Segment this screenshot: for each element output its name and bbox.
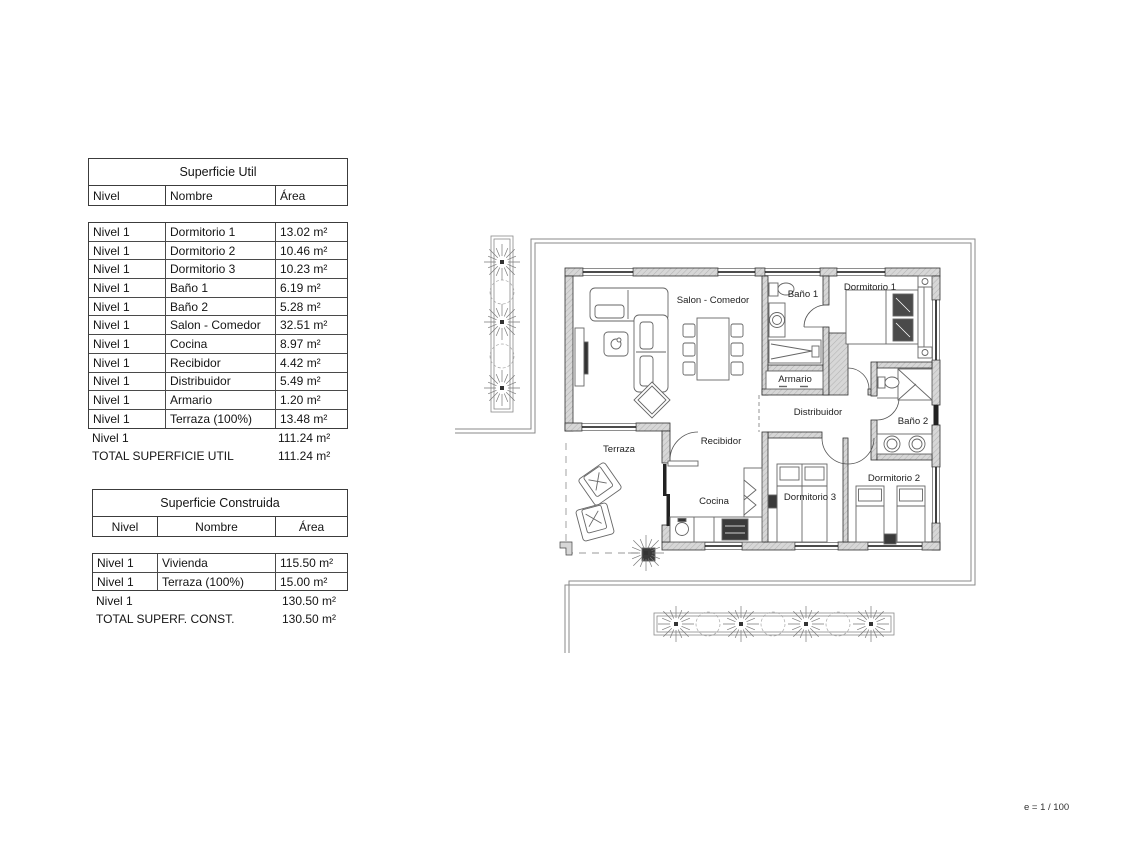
table-title: Superficie Util: [89, 159, 347, 186]
scale-note: e = 1 / 100: [1024, 802, 1070, 813]
table-cell: 1.20 m²: [275, 391, 347, 409]
terrace-plant-icon: [628, 535, 664, 571]
table-title: Superficie Construida: [93, 490, 347, 517]
table-cell: 13.02 m²: [275, 223, 347, 241]
table-cell: Nivel 1: [93, 224, 130, 239]
table-cell: 10.46 m²: [275, 242, 347, 260]
sofa: [590, 288, 668, 392]
hedge-bottom: [654, 606, 894, 642]
column-header: Nivel: [111, 519, 139, 534]
table-cell: 5.28 m²: [275, 298, 347, 316]
column-header: Área: [275, 517, 347, 536]
dining-table: [683, 318, 743, 380]
coffee-table: [604, 332, 628, 356]
subtotal-value: 111.24 m²: [278, 431, 331, 446]
table-cell: Nivel 1: [97, 555, 134, 570]
table-cell: Baño 1: [165, 279, 275, 297]
table-cell: Nivel 1: [93, 262, 130, 277]
table-cell: 10.23 m²: [275, 260, 347, 278]
column-header: Nivel: [93, 188, 120, 203]
armchair: [578, 462, 623, 507]
plant-icon: [853, 606, 889, 642]
table-cell: Nivel 1: [93, 393, 130, 408]
table-cell: Terraza (100%): [165, 410, 275, 428]
table-cell: Nivel 1: [93, 243, 130, 258]
sliding-glass-door: [663, 464, 670, 526]
room-label-recibidor: Recibidor: [700, 436, 742, 447]
column-header: Área: [275, 186, 347, 205]
table-cell: Dormitorio 1: [165, 223, 275, 241]
room-label-distribuidor: Distribuidor: [793, 407, 843, 418]
plant-icon: [484, 304, 520, 340]
table-cell: 5.49 m²: [275, 373, 347, 391]
table-cell: Nivel 1: [93, 336, 130, 351]
table-cell: Dormitorio 3: [165, 260, 275, 278]
room-label-dormitorio-1: Dormitorio 1: [843, 282, 897, 293]
table-cell: 4.42 m²: [275, 354, 347, 372]
hedge-left: [484, 236, 520, 412]
room-label-ba-o-2: Baño 2: [897, 416, 929, 427]
total-label: TOTAL SUPERF. CONST.: [96, 611, 235, 626]
room-label-dormitorio-3: Dormitorio 3: [783, 492, 837, 503]
table-cell: Nivel 1: [93, 318, 130, 333]
bathroom2-fixtures: [877, 369, 932, 454]
table-cell: Nivel 1: [93, 355, 130, 370]
table-cell: Nivel 1: [93, 299, 130, 314]
table-cell: Cocina: [165, 335, 275, 353]
table-cell: Recibidor: [165, 354, 275, 372]
table-cell: Nivel 1: [93, 280, 130, 295]
subtotal-label: Nivel 1: [96, 594, 133, 609]
plant-icon: [723, 606, 759, 642]
tv-unit: [575, 328, 588, 386]
room-label-salon-comedor: Salon - Comedor: [676, 295, 750, 306]
table-cell: 115.50 m²: [275, 554, 347, 572]
plant-icon: [484, 370, 520, 406]
room-label-cocina: Cocina: [699, 496, 729, 507]
plant-icon: [484, 244, 520, 280]
table-cell: 15.00 m²: [275, 573, 347, 591]
total-value: 130.50 m²: [282, 611, 337, 626]
room-label-armario: Armario: [778, 374, 812, 385]
table-cell: Armario: [165, 391, 275, 409]
table-cell: 6.19 m²: [275, 279, 347, 297]
table-cell: Dormitorio 2: [165, 242, 275, 260]
beds-dormitorio-2: [856, 486, 925, 544]
plant-icon: [788, 606, 824, 642]
armchair: [575, 502, 614, 541]
column-header: Nombre: [165, 186, 275, 205]
table-cell: Distribuidor: [165, 373, 275, 391]
total-label: TOTAL SUPERFICIE UTIL: [92, 448, 234, 463]
table-cell: Salon - Comedor: [165, 316, 275, 334]
table-cell: Terraza (100%): [157, 573, 275, 591]
table-cell: 32.51 m²: [275, 316, 347, 334]
console-table: [668, 461, 698, 466]
room-label-dormitorio-2: Dormitorio 2: [867, 473, 921, 484]
table-cell: Nivel 1: [93, 411, 130, 426]
table-cell: 8.97 m²: [275, 335, 347, 353]
table-cell: Baño 2: [165, 298, 275, 316]
room-label-ba-o-1: Baño 1: [787, 289, 819, 300]
table-cell: Vivienda: [157, 554, 275, 572]
subtotal-label: Nivel 1: [92, 431, 129, 446]
table-cell: Nivel 1: [97, 574, 134, 589]
subtotal-value: 130.50 m²: [282, 594, 337, 609]
column-header: Nombre: [157, 517, 275, 536]
bed-dormitorio-3: [768, 464, 827, 542]
table-cell: 13.48 m²: [275, 410, 347, 428]
table-cell: Nivel 1: [93, 374, 130, 389]
total-value: 111.24 m²: [278, 448, 331, 463]
room-label-terraza: Terraza: [603, 444, 635, 455]
plant-icon: [658, 606, 694, 642]
